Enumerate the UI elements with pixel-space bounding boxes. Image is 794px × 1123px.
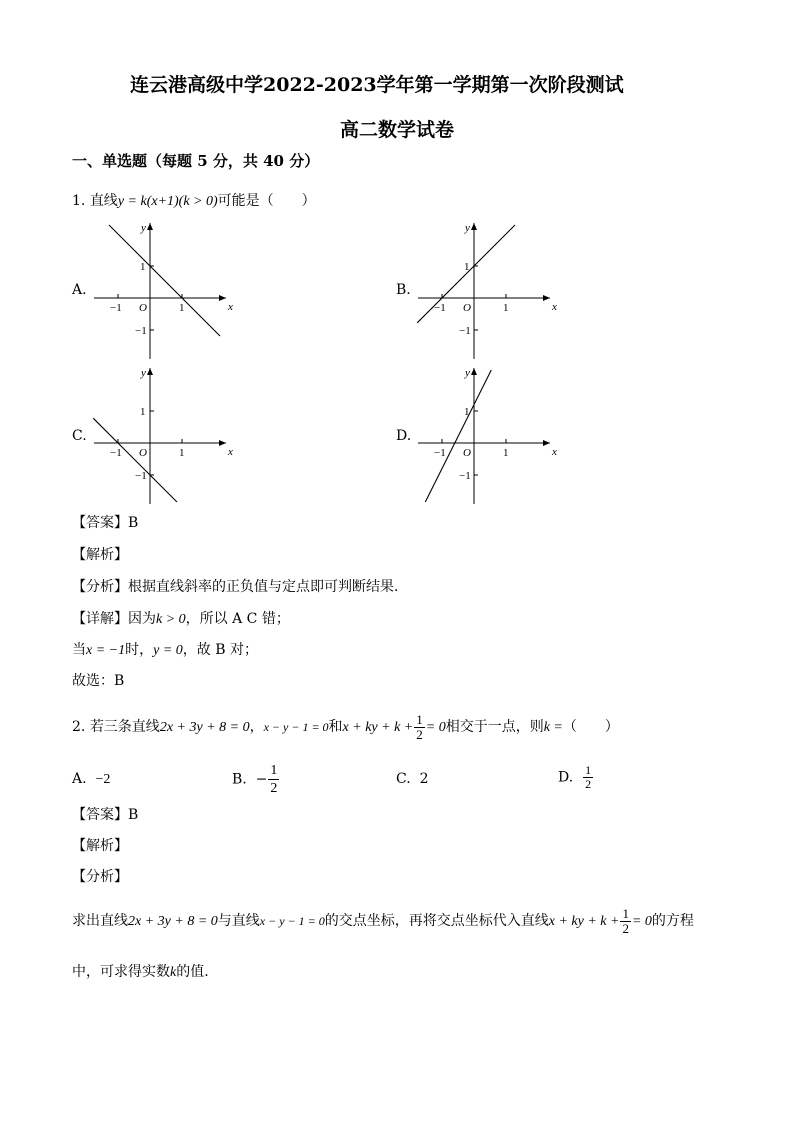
q1-graph-b — [414, 215, 564, 365]
q2-sol-c: 的交点坐标，再将交点坐标代入直线 — [324, 913, 549, 929]
q2-math3-post: = 0 — [425, 720, 446, 735]
page-subtitle: 高二数学试卷 — [340, 119, 455, 141]
q1-option-a-label: A. — [72, 282, 87, 298]
q1-option-b-label: B. — [396, 282, 411, 298]
q1-conclusion: 故选：B — [72, 673, 125, 689]
x-axis-label: x — [228, 301, 233, 313]
x-tick-label-1: 1 — [179, 447, 185, 459]
q2-stem — [72, 712, 619, 743]
q2-answer: 【答案】B — [72, 807, 139, 823]
q2-frac-num: 1 — [416, 711, 423, 727]
y-axis-arrow — [471, 223, 477, 230]
x-axis-label: x — [552, 301, 557, 313]
x-tick-label-neg-1: −1 — [434, 302, 446, 314]
q2-sol-math3-post: = 0 — [631, 914, 652, 929]
x-axis-label: x — [552, 446, 557, 458]
q1-number: 1. — [72, 193, 86, 209]
q2-option-d-den: 2 — [585, 777, 592, 791]
q1-graph-a — [90, 215, 240, 365]
x-axis-label: x — [228, 446, 233, 458]
q2-option-d-num: 1 — [585, 763, 592, 777]
q2-sol-e-math: k — [170, 965, 177, 980]
page-title: 连云港高级中学2022-2023学年第一学期第一次阶段测试 — [130, 74, 624, 96]
q2-option-c — [396, 771, 429, 787]
q2-math3-pre: x + ky + k + — [342, 720, 414, 735]
q1-line2-prefix: 当 — [72, 642, 86, 658]
q2-sol-frac-den: 2 — [622, 920, 629, 936]
y-axis-label: y — [141, 222, 146, 234]
q1-stem-math: y = k(x+1)(k > 0) — [117, 194, 218, 209]
y-axis-arrow — [471, 368, 477, 375]
q1-option-c-label: C. — [72, 428, 87, 444]
q1-xiangjie-suffix: ，所以 A C 错； — [185, 611, 290, 627]
q2-frac-den: 2 — [416, 726, 423, 742]
x-tick-label-neg-1: −1 — [110, 302, 122, 314]
y-axis-arrow — [147, 368, 153, 375]
x-tick-label-1: 1 — [179, 302, 185, 314]
x-tick-label-1: 1 — [503, 447, 509, 459]
q1-line2 — [72, 640, 258, 661]
y-axis-arrow — [147, 223, 153, 230]
q1-line2-math1: x = −1 — [86, 643, 126, 658]
q1-xiangjie-math: k > 0 — [156, 612, 186, 627]
origin-label: O — [463, 302, 471, 314]
q2-sol-fraction — [620, 907, 631, 936]
q1-fenxi: 【分析】根据直线斜率的正负值与定点即可判断结果． — [72, 579, 408, 595]
q2-option-a — [72, 771, 110, 788]
q2-option-b-den: 2 — [270, 781, 278, 796]
q2-solution-line2 — [72, 962, 209, 983]
q2-option-d-fraction — [583, 764, 593, 791]
y-tick-label-neg-1: −1 — [459, 470, 471, 482]
q2-sol-e-suffix: 的值. — [176, 964, 209, 980]
q2-sol-a: 求出直线 — [72, 913, 128, 929]
q2-math2: x − y − 1 = 0 — [263, 720, 329, 734]
x-tick-label-1: 1 — [503, 302, 509, 314]
q1-answer: 【答案】B — [72, 515, 139, 531]
q2-analysis-tag: 【解析】 — [72, 838, 128, 854]
x-axis-arrow — [219, 440, 226, 446]
graph-line — [93, 418, 177, 502]
q2-option-c-label: C. — [396, 771, 411, 787]
y-axis-label: y — [465, 222, 470, 234]
q2-stem-c: （ ） — [562, 719, 619, 735]
y-tick-label-neg-1: −1 — [459, 325, 471, 337]
y-tick-label-1: 1 — [464, 261, 470, 273]
q1-line2-suffix: ，故 B 对； — [182, 642, 258, 658]
q2-fenxi-tag: 【分析】 — [72, 869, 128, 885]
q1-stem — [72, 191, 316, 212]
q1-option-d-label: D. — [396, 428, 412, 444]
q1-graph-d — [414, 360, 564, 510]
q2-and: 和 — [328, 719, 343, 735]
q2-option-b-fraction — [268, 762, 279, 797]
q2-math1: 2x + 3y + 8 = 0 — [159, 720, 250, 735]
q2-number: 2. — [72, 719, 86, 735]
q2-sol-b: 与直线 — [217, 913, 260, 929]
origin-label: O — [463, 447, 471, 459]
origin-label: O — [139, 302, 147, 314]
q2-sep1: ， — [249, 719, 264, 735]
q2-sol-d: 的方程 — [651, 913, 694, 929]
graph-line — [425, 370, 491, 502]
origin-label: O — [139, 447, 147, 459]
q1-graph-c — [90, 360, 240, 510]
q2-option-d — [558, 764, 594, 791]
q2-solution-line1 — [72, 904, 694, 939]
q2-sol-math2: x − y − 1 = 0 — [259, 914, 325, 928]
x-axis-arrow — [543, 295, 550, 301]
q2-sol-frac-num: 1 — [622, 905, 629, 921]
q1-xiangjie — [72, 609, 290, 630]
q1-xiangjie-prefix: 【详解】因为 — [72, 611, 156, 627]
q1-stem-prefix: 直线 — [89, 193, 118, 209]
x-tick-label-neg-1: −1 — [110, 447, 122, 459]
x-axis-arrow — [219, 295, 226, 301]
y-axis-label: y — [465, 367, 470, 379]
q2-option-a-label: A. — [72, 771, 87, 787]
q2-sol-math1: 2x + 3y + 8 = 0 — [128, 914, 218, 929]
q2-sol-math3-pre: x + ky + k + — [548, 914, 620, 929]
q2-option-d-label: D. — [558, 769, 574, 786]
q1-line2-math2: y = 0 — [153, 643, 183, 658]
y-tick-label-neg-1: −1 — [135, 470, 147, 482]
q2-option-b-num: 1 — [270, 763, 278, 778]
q2-option-c-value: 2 — [419, 771, 429, 787]
y-tick-label-1: 1 — [140, 261, 146, 273]
q2-fraction — [414, 713, 425, 742]
q2-math-k: k = — [543, 720, 563, 735]
y-tick-label-1: 1 — [140, 406, 146, 418]
x-tick-label-neg-1: −1 — [434, 447, 446, 459]
y-tick-label-neg-1: −1 — [135, 325, 147, 337]
q2-option-b-sign: − — [255, 771, 268, 788]
q1-analysis-tag: 【解析】 — [72, 547, 128, 563]
q2-option-b-label: B. — [232, 771, 247, 788]
graph-line — [109, 225, 220, 336]
q1-line2-mid: 时， — [125, 642, 154, 658]
q2-sol-e-prefix: 中，可求得实数 — [72, 964, 170, 980]
q1-stem-suffix: 可能是（ ） — [217, 193, 316, 209]
y-axis-label: y — [141, 367, 146, 379]
y-tick-label-1: 1 — [464, 406, 470, 418]
q2-option-b — [232, 762, 280, 797]
q2-stem-a: 若三条直线 — [89, 719, 160, 735]
section-heading: 一、单选题（每题 5 分，共 40 分） — [72, 152, 320, 170]
x-axis-arrow — [543, 440, 550, 446]
q2-option-a-value: −2 — [95, 772, 111, 787]
q2-stem-b: 相交于一点，则 — [445, 719, 544, 735]
